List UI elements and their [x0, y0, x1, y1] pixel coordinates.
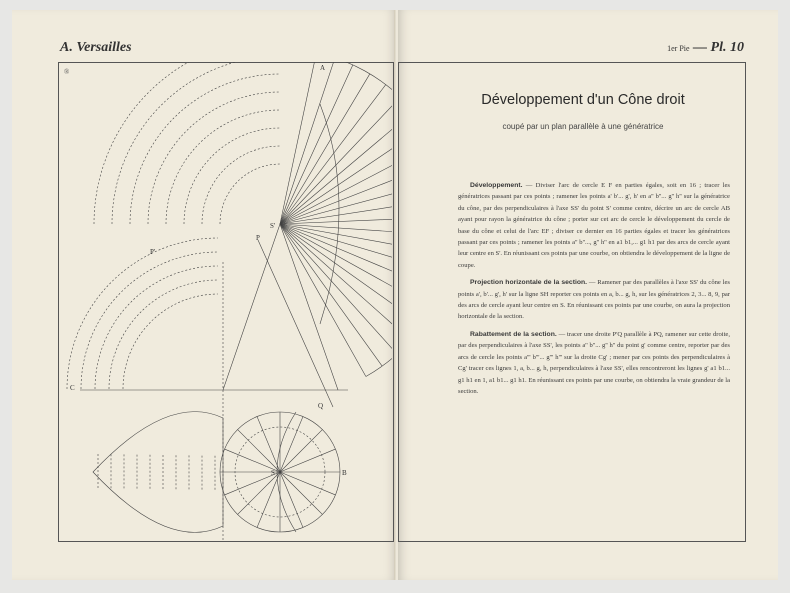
section-text: — Ramener par des parallèles à l'axe SS' du cône les points a', b'... g', h' sur la ligne SH reporter ces points en a, b... g, h, sur les génératrices 2, 3... 8, 9, par des arcs de cercle ayant leur centre en S. En réunissant ces points par une courbe, on aura la projection horizontale de la section. [458, 279, 730, 321]
concentric-arc [202, 146, 280, 224]
label-b: B [342, 469, 347, 477]
section-projection [458, 277, 730, 323]
section-heading: Rabattement de la section. [470, 330, 557, 338]
right-header [667, 40, 744, 56]
cutting-plane [258, 240, 333, 407]
true-size-section [93, 412, 223, 533]
cone-edge-left [223, 224, 280, 390]
instructions-text [458, 180, 730, 403]
label-p-prime: P' [150, 248, 156, 256]
section-heading: Développement. [470, 182, 523, 189]
base-radius [238, 472, 280, 514]
section-text: — Diviser l'arc de cercle E F en parties égales, soit en 16 ; tracer les génératrices passant par ces points ; ramener les points a' b'... g', h' en a'' b''... g'' h'' sur la génératrice du cône, par des perpendiculaires à l'axe SS' du point S' comme centre, décrire un arc de cercle AB ayant pour rayon la génératrice du cône ; porter sur cet arc de cercle le développement du cercle de base du cône et celui de l'arc EF ; diviser ce dernier en 16 parties égales et tracer les génératrices passant par ces points ; ramener les points a'' b''..., g'' h'' en a1 b1,... g1 h1 par des arcs de cercle ayant leur centre en S'. En réunissant ces points par une courbe, on obtiendra le développement de la ligne de coupe. [458, 182, 730, 269]
label-s: S [271, 469, 275, 477]
concentric-arc [130, 74, 280, 224]
fan-generatrix [280, 143, 392, 224]
fan-generatrix [280, 74, 370, 224]
section-developpement [458, 180, 730, 271]
fan-generatrix [280, 224, 392, 255]
cone-edge-right [280, 224, 338, 390]
concentric-arc [220, 164, 280, 224]
label-c: C [70, 384, 75, 392]
fan-generatrix [280, 160, 392, 224]
label-a: A [320, 64, 326, 72]
concentric-arc [184, 128, 280, 224]
base-radius [280, 472, 322, 514]
rabattement-arc [81, 252, 218, 389]
section-heading: Projection horizontale de la section. [470, 279, 588, 287]
rabattement-arc [95, 266, 218, 389]
rabattement-arc [67, 238, 218, 389]
section-text: — tracer une droite P'Q parallèle à PQ, ramener sur cette droite, par des perpendiculaires à l'axe SS', les points a'' b''... g'' h'' du point g' comme centre, reporter par des arcs de cercle les points a''' b'''... g''' h''' sur la droite Cg' ; mener par ces points des perpendiculaires à Cg' tracer ces lignes 1, a, b... g, h, perpendiculaires à l'axe SS', elles rencontreront les lignes g' a1 b1... g1 h1 en 1, a1 b1... g1 h1. En réunissant ces points par une courbe, on obtiendra la vraie grandeur de la section. [458, 330, 730, 395]
fan-generatrix [280, 224, 392, 309]
section-rabattement [458, 329, 730, 397]
left-page [12, 10, 396, 580]
plate-number: — Pl. 10 [693, 40, 744, 55]
left-header: A. Versailles [60, 40, 132, 55]
fan-generatrix [280, 224, 366, 376]
label-q: Q [318, 402, 324, 410]
fan-generatrix [280, 224, 392, 354]
rabattement-arc [109, 280, 218, 389]
rabattement-arc [123, 294, 218, 389]
label-p: P [256, 234, 260, 242]
fan-generatrix [280, 224, 392, 274]
page-title: Développement d'un Cône droit [481, 92, 685, 108]
page-subtitle: coupé par un plan parallèle à une génératrice [502, 122, 664, 131]
concentric-arc [166, 110, 280, 224]
right-page [398, 10, 778, 580]
book-spread [12, 10, 778, 580]
base-radius [238, 430, 280, 472]
concentric-arc [112, 62, 280, 224]
base-radius [280, 430, 322, 472]
development-arc [316, 62, 392, 376]
plate-mark: ® [64, 68, 70, 76]
cone-development-drawing [58, 62, 392, 540]
part-label: 1er Pie [667, 44, 690, 53]
label-s-prime: S' [270, 222, 276, 230]
fan-generatrix [280, 97, 392, 224]
concentric-arc [148, 92, 280, 224]
cut-curve [320, 104, 339, 324]
